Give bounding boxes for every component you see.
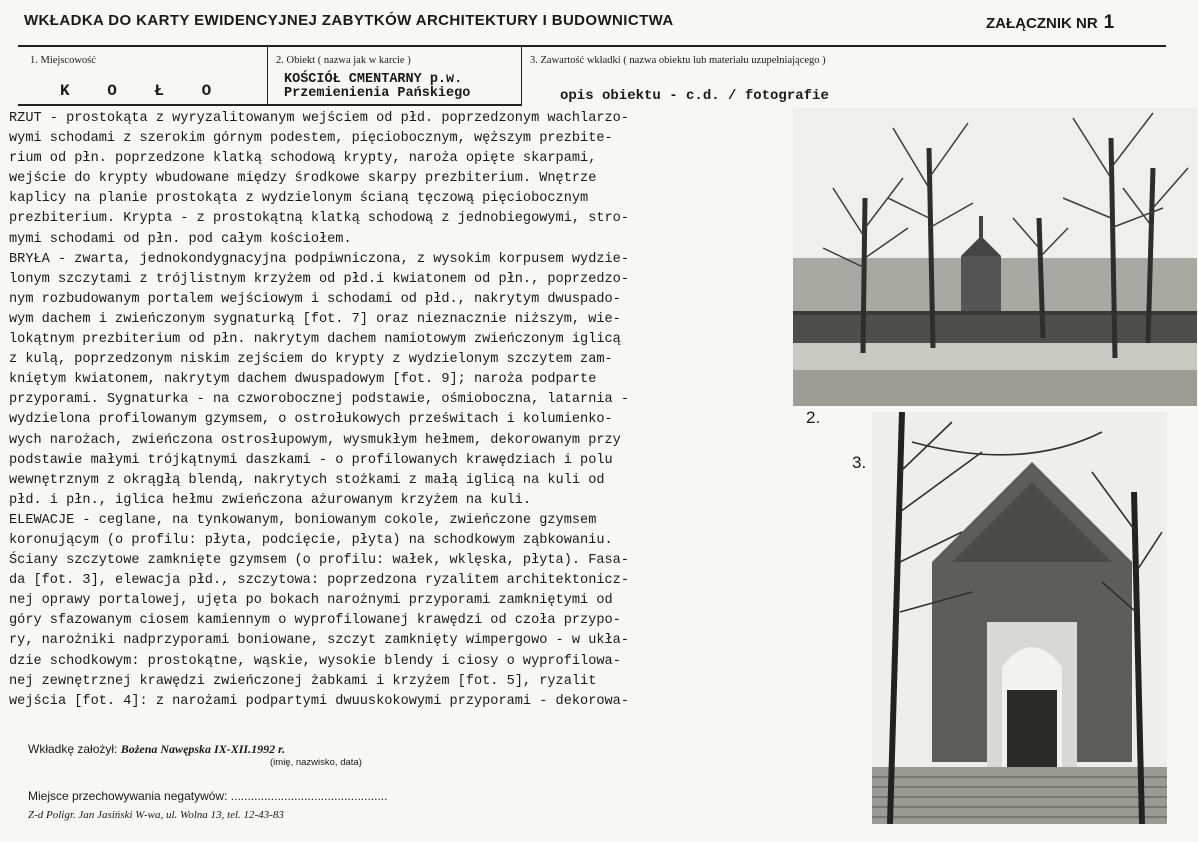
content-value: opis obiektu - c.d. / fotografie [560,88,829,104]
description-line: koronującym (o profilu: płyta, podcięcie, płyta) na schodkowym ząbkowaniu. [9,532,613,548]
header-bottom-rule [18,104,522,106]
photo-number-2: 2. [806,408,821,427]
annex-label-text: ZAŁĄCZNIK NR [986,15,1098,32]
photo-cemetery-view [793,108,1197,406]
object-value [284,73,470,101]
created-label: Wkładkę założył: [28,742,118,756]
created-caption: (imię, nazwisko, data) [270,757,362,768]
description-line: wydzielona profilowanym gzymsem, o ostrołukowych prześwitach i kolumienko- [9,412,613,428]
description-line: podstawie małymi trójkątnymi daszkami - o profilowanych krawędziach i polu [9,452,613,468]
annex-label [986,12,1114,34]
negatives-label: Miejsce przechowywania negatywów: [28,789,228,803]
description-line: lonym szczytami z trójlistnym krzyżem od płd.i kwiatonem od płn., poprzedzo- [9,271,629,287]
description-line: kniętym kwiatonem, nakrytym dachem dwuspadowym [fot. 9]; naroża podparte [9,372,597,388]
description-line: kaplicy na planie prostokąta z wydzielonym ścianą tęczową pięciobocznym [9,191,589,207]
description-text [9,109,791,712]
content-label: 3. Zawartość wkładki ( nazwa obiektu lub materiału uzupełniającego ) [530,55,826,66]
description-line: nym rozbudowanym portalem wejściowym i schodami od płd., nakrytym dwuspado- [9,291,621,307]
description-line: RZUT - prostokąta z wyryzalitowanym wejściem od płd. poprzedzonym wachlarzo- [9,111,629,126]
form-title: WKŁADKA DO KARTY EWIDENCYJNEJ ZABYTKÓW ARCHITEKTURY I BUDOWNICTWA [24,12,674,29]
place-value: K O Ł O [60,82,226,100]
cemetery-photo-drawing [793,108,1197,406]
field-divider-1 [267,46,268,105]
description-line: prezbiterium. Krypta - z prostokątną klatką schodową z jednobiegowymi, stro- [9,211,629,227]
place-label: 1. Miejscowość [30,55,96,66]
description-line: wejście do krypty wbudowane między środkowe skarpy prezbiterium. Wnętrze [9,171,597,187]
description-line: lokątnym prezbiterium od płn. nakrytym dachem namiotowym zwieńczonym iglicą [9,332,621,348]
description-line: przyporami. Sygnaturka - na czworobocznej podstawie, ośmioboczna, latarnia - [9,392,629,408]
description-line: ELEWACJE - ceglane, na tynkowanym, boniowanym cokole, zwieńczone gzymsem [9,512,597,528]
object-label: 2. Obiekt ( nazwa jak w karcie ) [276,55,411,66]
description-line: wym dachem i zwieńczonym sygnaturką [fot. 7] oraz nieznacznie niższym, wie- [9,311,621,327]
description-line: góry sfazowanym ciosem kamiennym o wyprofilowanej krawędzi od czoła przypo- [9,613,621,629]
description-line: płd. i płn., iglica hełmu zwieńczona ażurowanym krzyżem na kuli. [9,492,532,508]
church-photo-drawing [872,412,1167,824]
description-line: da [fot. 3], elewacja płd., szczytowa: poprzedzona ryzalitem architektonicz- [9,573,629,589]
negatives-line [28,789,387,803]
photo-church-facade [872,412,1167,824]
description-line: z kulą, poprzedzonym niskim zejściem do krypty z wydzielonym szczytem zam- [9,352,613,368]
description-line: nej zewnętrznej krawędzi zwieńczonej żabkami i krzyżem [fot. 5], ryzalit [9,673,597,689]
description-line: wejścia [fot. 4]: z narożami podpartymi dwuuskokowymi przyporami - dekorowa- [9,693,629,709]
photo-number-3: 3. [852,453,867,472]
header-top-rule [18,45,1166,47]
description-line: wych narożach, zwieńczona ostrosłupowym, wysmukłym hełmem, dekorowanym przy [9,432,621,448]
description-line: dzie schodkowym: prostokątne, wąskie, wysokie blendy i ciosy o wyprofilowa- [9,653,621,669]
description-line: rium od płn. poprzedzone klatką schodową krypty, naroża opięte skarpami, [9,151,597,167]
annex-number: 1 [1103,12,1115,33]
description-line: mymi schodami od płn. pod całym kościołem. [9,231,352,247]
created-by-line [28,742,285,757]
object-value-line1: KOŚCIÓŁ CMENTARNY p.w. [284,72,463,87]
negatives-value: ............................................... [230,789,388,803]
printer-imprint: Z-d Poligr. Jan Jasiński W-wa, ul. Wolna 13, tel. 12-43-83 [28,809,284,821]
field-divider-2 [521,46,522,105]
description-line: nej oprawy portalowej, ujęta po bokach narożnymi przyporami zamkniętymi od [9,593,613,609]
description-line: ry, narożniki nadprzyporami boniowane, szczyt zamknięty wimpergowo - w ukła- [9,633,629,649]
description-line: BRYŁA - zwarta, jednokondygnacyjna podpiwniczona, z wysokim korpusem wydzie- [9,251,629,267]
object-value-line2: Przemienienia Pańskiego [284,86,471,101]
description-line: wewnętrznym z okrągłą blendą, nakrytych stożkami z małą iglicą na kuli od [9,472,605,488]
description-line: wymi schodami z szerokim górnym podestem, pięciobocznym, węższym prezbite- [9,131,613,147]
created-signature: Bożena Nawępska IX-XII.1992 r. [120,742,286,756]
description-line: Ściany szczytowe zamknięte gzymsem (o profilu: wałek, wklęska, płyta). Fasa- [9,553,629,569]
